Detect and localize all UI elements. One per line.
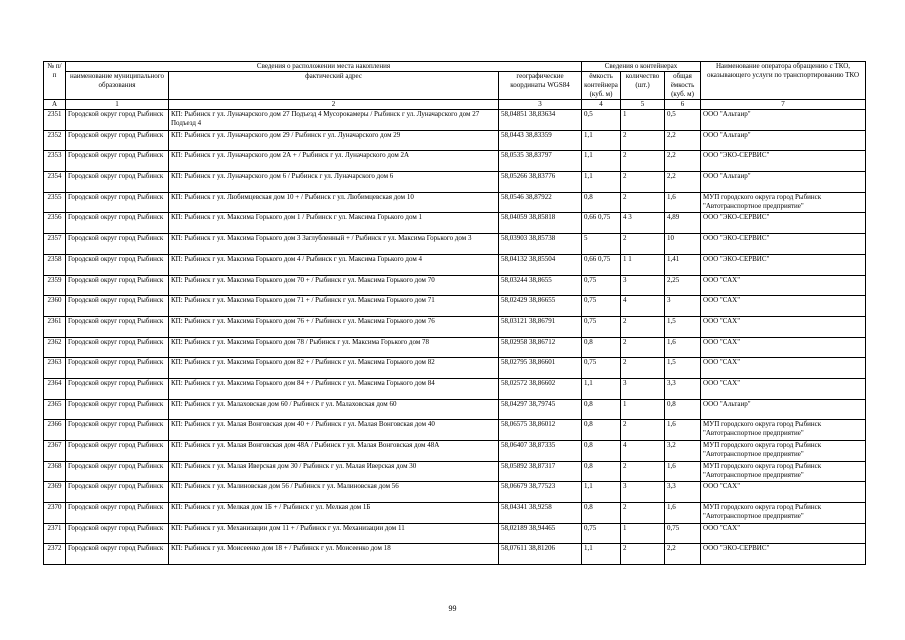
operator-cell: ООО "САХ" bbox=[701, 378, 866, 399]
table-row bbox=[44, 296, 866, 317]
row-number: 2370 bbox=[44, 503, 66, 524]
count-cell: 2 bbox=[621, 503, 665, 524]
index-cell: 4 bbox=[582, 100, 621, 110]
total-cell: 2,2 bbox=[665, 544, 701, 565]
row-number: 2356 bbox=[44, 213, 66, 234]
count-cell: 3 bbox=[621, 275, 665, 296]
row-number: 2362 bbox=[44, 337, 66, 358]
municipality-cell: Городской округ город Рыбинск bbox=[66, 503, 169, 524]
address-cell: КП: Рыбинск г ул. Малая Иверская дом 30 / Рыбинск г ул. Малая Иверская дом 30 bbox=[169, 461, 499, 482]
count-cell: 2 bbox=[621, 130, 665, 151]
operator-cell: МУП городского округа город Рыбинск "Автотранспортное предприятие" bbox=[701, 420, 866, 441]
capacity-cell: 0,75 bbox=[582, 296, 621, 317]
coords-cell: 58,04851 38,83634 bbox=[499, 110, 582, 131]
coords-cell: 58,0546 38,87922 bbox=[499, 192, 582, 213]
operator-cell: ООО "Альтаир" bbox=[701, 130, 866, 151]
municipality-cell: Городской округ город Рыбинск bbox=[66, 316, 169, 337]
address-cell: КП: Рыбинск г ул. Максима Горького дом 84 + / Рыбинск г ул. Максима Горького дом 84 bbox=[169, 378, 499, 399]
count-cell: 1 bbox=[621, 110, 665, 131]
table-row bbox=[44, 151, 866, 172]
index-cell: 3 bbox=[499, 100, 582, 110]
count-cell: 2 bbox=[621, 544, 665, 565]
count-cell: 2 bbox=[621, 461, 665, 482]
capacity-cell: 0,75 bbox=[582, 275, 621, 296]
capacity-cell: 0,75 bbox=[582, 316, 621, 337]
capacity-cell: 0,8 bbox=[582, 420, 621, 441]
address-cell: КП: Рыбинск г ул. Максима Горького дом 76 + / Рыбинск г ул. Максима Горького дом 76 bbox=[169, 316, 499, 337]
header-address: фактический адрес bbox=[169, 72, 499, 100]
coords-cell: 58,02189 38,94465 bbox=[499, 523, 582, 544]
operator-cell: МУП городского округа город Рыбинск "Автотранспортное предприятие" bbox=[701, 461, 866, 482]
index-cell: 7 bbox=[701, 100, 866, 110]
coords-cell: 58,03121 38,86791 bbox=[499, 316, 582, 337]
row-number: 2352 bbox=[44, 130, 66, 151]
municipality-cell: Городской округ город Рыбинск bbox=[66, 172, 169, 193]
operator-cell: ООО "Альтаир" bbox=[701, 399, 866, 420]
total-cell: 0,5 bbox=[665, 110, 701, 131]
operator-cell: ООО "ЭКО-СЕРВИС" bbox=[701, 213, 866, 234]
total-cell: 1,6 bbox=[665, 337, 701, 358]
table-row bbox=[44, 275, 866, 296]
coords-cell: 58,04059 38,85818 bbox=[499, 213, 582, 234]
total-cell: 3 bbox=[665, 296, 701, 317]
row-number: 2366 bbox=[44, 420, 66, 441]
coords-cell: 58,03244 38,8655 bbox=[499, 275, 582, 296]
table-row bbox=[44, 544, 866, 565]
municipality-cell: Городской округ город Рыбинск bbox=[66, 378, 169, 399]
address-cell: КП: Рыбинск г ул. Максима Горького дом 70 + / Рыбинск г ул. Максима Горького дом 70 bbox=[169, 275, 499, 296]
row-number: 2361 bbox=[44, 316, 66, 337]
municipality-cell: Городской округ город Рыбинск bbox=[66, 523, 169, 544]
address-cell: КП: Рыбинск г ул. Максима Горького дом 71 + / Рыбинск г ул. Максима Горького дом 71 bbox=[169, 296, 499, 317]
municipality-cell: Городской округ город Рыбинск bbox=[66, 234, 169, 255]
header-coords: географические координаты WGS84 bbox=[499, 72, 582, 100]
capacity-cell: 0,8 bbox=[582, 192, 621, 213]
header-operator bbox=[701, 62, 866, 100]
coords-cell: 58,06679 38,77523 bbox=[499, 482, 582, 503]
operator-cell: ООО "Альтаир" bbox=[701, 172, 866, 193]
row-number: 2359 bbox=[44, 275, 66, 296]
row-number: 2354 bbox=[44, 172, 66, 193]
coords-cell: 58,07611 38,81206 bbox=[499, 544, 582, 565]
count-cell: 1 bbox=[621, 399, 665, 420]
coords-cell: 58,06575 38,86012 bbox=[499, 420, 582, 441]
operator-cell: МУП городского округа город Рыбинск "Автотранспортное предприятие" bbox=[701, 441, 866, 462]
capacity-cell: 0,66 0,75 bbox=[582, 254, 621, 275]
total-cell: 4,89 bbox=[665, 213, 701, 234]
total-cell: 2,25 bbox=[665, 275, 701, 296]
operator-cell: ООО "САХ" bbox=[701, 316, 866, 337]
index-cell: 6 bbox=[665, 100, 701, 110]
column-index-row bbox=[44, 100, 866, 110]
count-cell: 4 bbox=[621, 296, 665, 317]
total-cell: 1,41 bbox=[665, 254, 701, 275]
operator-cell: ООО "САХ" bbox=[701, 296, 866, 317]
coords-cell: 58,02429 38,86655 bbox=[499, 296, 582, 317]
operator-cell: ООО "ЭКО-СЕРВИС" bbox=[701, 234, 866, 255]
row-number: 2351 bbox=[44, 110, 66, 131]
operator-cell: ООО "ЭКО-СЕРВИС" bbox=[701, 254, 866, 275]
total-cell: 2,2 bbox=[665, 130, 701, 151]
operator-cell: ООО "САХ" bbox=[701, 482, 866, 503]
coords-cell: 58,05892 38,87317 bbox=[499, 461, 582, 482]
count-cell: 1 bbox=[621, 523, 665, 544]
table-row bbox=[44, 172, 866, 193]
coords-cell: 58,04132 38,85504 bbox=[499, 254, 582, 275]
capacity-cell: 1,1 bbox=[582, 378, 621, 399]
table-header bbox=[44, 62, 866, 110]
coords-cell: 58,0535 38,83797 bbox=[499, 151, 582, 172]
capacity-cell: 0,8 bbox=[582, 503, 621, 524]
header-count: количество (шт.) bbox=[621, 72, 665, 100]
total-cell: 3,3 bbox=[665, 482, 701, 503]
total-cell: 1,6 bbox=[665, 461, 701, 482]
table-row bbox=[44, 337, 866, 358]
capacity-cell: 0,75 bbox=[582, 358, 621, 379]
table-row bbox=[44, 213, 866, 234]
municipality-cell: Городской округ город Рыбинск bbox=[66, 337, 169, 358]
row-number: 2367 bbox=[44, 441, 66, 462]
table-row bbox=[44, 461, 866, 482]
address-cell: КП: Рыбинск г ул. Максима Горького дом 3 Заглубленный + / Рыбинск г ул. Максима Горького дом 3 bbox=[169, 234, 499, 255]
table-row bbox=[44, 523, 866, 544]
address-cell: КП: Рыбинск г ул. Малиновская дом 56 / Рыбинск г ул. Малиновская дом 56 bbox=[169, 482, 499, 503]
address-cell: КП: Рыбинск г ул. Любимцевская дом 10 + / Рыбинск г ул. Любимцевская дом 10 bbox=[169, 192, 499, 213]
index-cell: 2 bbox=[169, 100, 499, 110]
operator-cell: ООО "САХ" bbox=[701, 275, 866, 296]
count-cell: 2 bbox=[621, 172, 665, 193]
address-cell: КП: Рыбинск г ул. Максима Горького дом 82 + / Рыбинск г ул. Максима Горького дом 82 bbox=[169, 358, 499, 379]
count-cell: 1 1 bbox=[621, 254, 665, 275]
count-cell: 4 bbox=[621, 441, 665, 462]
capacity-cell: 0,8 bbox=[582, 461, 621, 482]
count-cell: 2 bbox=[621, 192, 665, 213]
count-cell: 4 3 bbox=[621, 213, 665, 234]
capacity-cell: 1,1 bbox=[582, 151, 621, 172]
count-cell: 2 bbox=[621, 234, 665, 255]
row-number: 2360 bbox=[44, 296, 66, 317]
address-cell: КП: Рыбинск г ул. Малая Вонговская дом 40 + / Рыбинск г ул. Малая Вонговская дом 40 bbox=[169, 420, 499, 441]
capacity-cell: 1,1 bbox=[582, 172, 621, 193]
total-cell: 1,6 bbox=[665, 503, 701, 524]
header-operator-text: Наименование оператора обращению с ТКО, оказывающего услуги по транспортированию ТКО bbox=[707, 62, 860, 79]
capacity-cell: 5 bbox=[582, 234, 621, 255]
address-cell: КП: Рыбинск г ул. Моисеенко дом 18 + / Рыбинск г ул. Моисеенко дом 18 bbox=[169, 544, 499, 565]
table-row bbox=[44, 378, 866, 399]
total-cell: 1,6 bbox=[665, 420, 701, 441]
address-cell: КП: Рыбинск г ул. Луначарского дом 27 Подъезд 4 Мусорокамеры / Рыбинск г ул. Луначарского дом 27 Подъезд 4 bbox=[169, 110, 499, 131]
municipality-cell: Городской округ город Рыбинск bbox=[66, 275, 169, 296]
capacity-cell: 1,1 bbox=[582, 544, 621, 565]
municipality-cell: Городской округ город Рыбинск bbox=[66, 296, 169, 317]
address-cell: КП: Рыбинск г ул. Малая Вонговская дом 48А / Рыбинск г ул. Малая Вонговская дом 48А bbox=[169, 441, 499, 462]
municipality-cell: Городской округ город Рыбинск bbox=[66, 544, 169, 565]
total-cell: 10 bbox=[665, 234, 701, 255]
capacity-cell: 1,1 bbox=[582, 130, 621, 151]
address-cell: КП: Рыбинск г ул. Мелкая дом 1Б + / Рыбинск г ул. Мелкая дом 1Б bbox=[169, 503, 499, 524]
table-row bbox=[44, 420, 866, 441]
row-number: 2355 bbox=[44, 192, 66, 213]
coords-cell: 58,04297 38,79745 bbox=[499, 399, 582, 420]
table-row bbox=[44, 482, 866, 503]
municipality-cell: Городской округ город Рыбинск bbox=[66, 130, 169, 151]
count-cell: 2 bbox=[621, 337, 665, 358]
row-number: 2357 bbox=[44, 234, 66, 255]
operator-cell: МУП городского округа город Рыбинск "Автотранспортное предприятие" bbox=[701, 503, 866, 524]
address-cell: КП: Рыбинск г ул. Малаховская дом 60 / Рыбинск г ул. Малаховская дом 60 bbox=[169, 399, 499, 420]
row-number: 2371 bbox=[44, 523, 66, 544]
header-containers-group: Сведения о контейнерах bbox=[582, 62, 701, 72]
total-cell: 3,3 bbox=[665, 378, 701, 399]
coords-cell: 58,05266 38,83776 bbox=[499, 172, 582, 193]
count-cell: 2 bbox=[621, 316, 665, 337]
count-cell: 3 bbox=[621, 482, 665, 503]
address-cell: КП: Рыбинск г ул. Максима Горького дом 78 / Рыбинск г ул. Максима Горького дом 78 bbox=[169, 337, 499, 358]
table-row bbox=[44, 234, 866, 255]
coords-cell: 58,02572 38,86602 bbox=[499, 378, 582, 399]
total-cell: 0,8 bbox=[665, 399, 701, 420]
total-cell: 1,5 bbox=[665, 316, 701, 337]
municipality-cell: Городской округ город Рыбинск bbox=[66, 254, 169, 275]
total-cell: 1,6 bbox=[665, 192, 701, 213]
total-cell: 2,2 bbox=[665, 151, 701, 172]
table-row bbox=[44, 399, 866, 420]
total-cell: 3,2 bbox=[665, 441, 701, 462]
row-number: 2369 bbox=[44, 482, 66, 503]
total-cell: 2,2 bbox=[665, 172, 701, 193]
capacity-cell: 1,1 bbox=[582, 482, 621, 503]
index-cell: 1 bbox=[66, 100, 169, 110]
operator-cell: ООО "САХ" bbox=[701, 337, 866, 358]
total-cell: 0,75 bbox=[665, 523, 701, 544]
count-cell: 2 bbox=[621, 151, 665, 172]
count-cell: 2 bbox=[621, 358, 665, 379]
header-total: общая ёмкость (куб. м) bbox=[665, 72, 701, 100]
table-row bbox=[44, 358, 866, 379]
municipality-cell: Городской округ город Рыбинск bbox=[66, 110, 169, 131]
count-cell: 2 bbox=[621, 420, 665, 441]
capacity-cell: 0,75 bbox=[582, 523, 621, 544]
row-number: 2358 bbox=[44, 254, 66, 275]
table-row bbox=[44, 441, 866, 462]
address-cell: КП: Рыбинск г ул. Максима Горького дом 1 / Рыбинск г ул. Максима Горького дом 1 bbox=[169, 213, 499, 234]
operator-cell: ООО "ЭКО-СЕРВИС" bbox=[701, 151, 866, 172]
row-number: 2363 bbox=[44, 358, 66, 379]
operator-cell: ООО "Альтаир" bbox=[701, 110, 866, 131]
row-number: 2364 bbox=[44, 378, 66, 399]
coords-cell: 58,04341 38,9258 bbox=[499, 503, 582, 524]
municipality-cell: Городской округ город Рыбинск bbox=[66, 420, 169, 441]
operator-cell: ООО "САХ" bbox=[701, 523, 866, 544]
coords-cell: 58,03903 38,85738 bbox=[499, 234, 582, 255]
table-body bbox=[44, 110, 866, 565]
address-cell: КП: Рыбинск г ул. Максима Горького дом 4 / Рыбинск г ул. Максима Горького дом 4 bbox=[169, 254, 499, 275]
municipality-cell: Городской округ город Рыбинск bbox=[66, 441, 169, 462]
capacity-cell: 0,8 bbox=[582, 337, 621, 358]
municipality-cell: Городской округ город Рыбинск bbox=[66, 482, 169, 503]
municipality-cell: Городской округ город Рыбинск bbox=[66, 399, 169, 420]
page-number: 99 bbox=[448, 604, 457, 613]
row-number: 2353 bbox=[44, 151, 66, 172]
operator-cell: ООО "САХ" bbox=[701, 358, 866, 379]
municipality-cell: Городской округ город Рыбинск bbox=[66, 461, 169, 482]
table-row bbox=[44, 503, 866, 524]
capacity-cell: 0,8 bbox=[582, 441, 621, 462]
municipality-cell: Городской округ город Рыбинск bbox=[66, 151, 169, 172]
header-capacity: ёмкость контейнера (куб. м) bbox=[582, 72, 621, 100]
capacity-cell: 0,5 bbox=[582, 110, 621, 131]
table-row bbox=[44, 130, 866, 151]
municipality-cell: Городской округ город Рыбинск bbox=[66, 358, 169, 379]
municipality-cell: Городской округ город Рыбинск bbox=[66, 192, 169, 213]
count-cell: 3 bbox=[621, 378, 665, 399]
registry-table bbox=[43, 61, 866, 565]
table-row bbox=[44, 192, 866, 213]
table-row bbox=[44, 110, 866, 131]
operator-cell: ООО "ЭКО-СЕРВИС" bbox=[701, 544, 866, 565]
coords-cell: 58,0443 38,83359 bbox=[499, 130, 582, 151]
header-location-group: Сведения о расположении места накопления bbox=[66, 62, 582, 72]
index-cell: 5 bbox=[621, 100, 665, 110]
address-cell: КП: Рыбинск г ул. Луначарского дом 29 / Рыбинск г ул. Луначарского дом 29 bbox=[169, 130, 499, 151]
row-number: 2365 bbox=[44, 399, 66, 420]
row-number: 2368 bbox=[44, 461, 66, 482]
coords-cell: 58,02958 38,86712 bbox=[499, 337, 582, 358]
capacity-cell: 0,8 bbox=[582, 399, 621, 420]
table-row bbox=[44, 316, 866, 337]
address-cell: КП: Рыбинск г ул. Луначарского дом 2А + / Рыбинск г ул. Луначарского дом 2А bbox=[169, 151, 499, 172]
table-row bbox=[44, 254, 866, 275]
address-cell: КП: Рыбинск г ул. Луначарского дом 6 / Рыбинск г ул. Луначарского дом 6 bbox=[169, 172, 499, 193]
header-municipality: наименование муниципального образования bbox=[66, 72, 169, 100]
header-num: № п/п bbox=[44, 62, 66, 100]
municipality-cell: Городской округ город Рыбинск bbox=[66, 213, 169, 234]
coords-cell: 58,02795 38,86601 bbox=[499, 358, 582, 379]
capacity-cell: 0,66 0,75 bbox=[582, 213, 621, 234]
operator-cell: МУП городского округа город Рыбинск "Автотранспортное предприятие" bbox=[701, 192, 866, 213]
row-number: 2372 bbox=[44, 544, 66, 565]
address-cell: КП: Рыбинск г ул. Механизации дом 11 + / Рыбинск г ул. Механизации дом 11 bbox=[169, 523, 499, 544]
index-cell: А bbox=[44, 100, 66, 110]
coords-cell: 58,06407 38,87335 bbox=[499, 441, 582, 462]
total-cell: 1,5 bbox=[665, 358, 701, 379]
